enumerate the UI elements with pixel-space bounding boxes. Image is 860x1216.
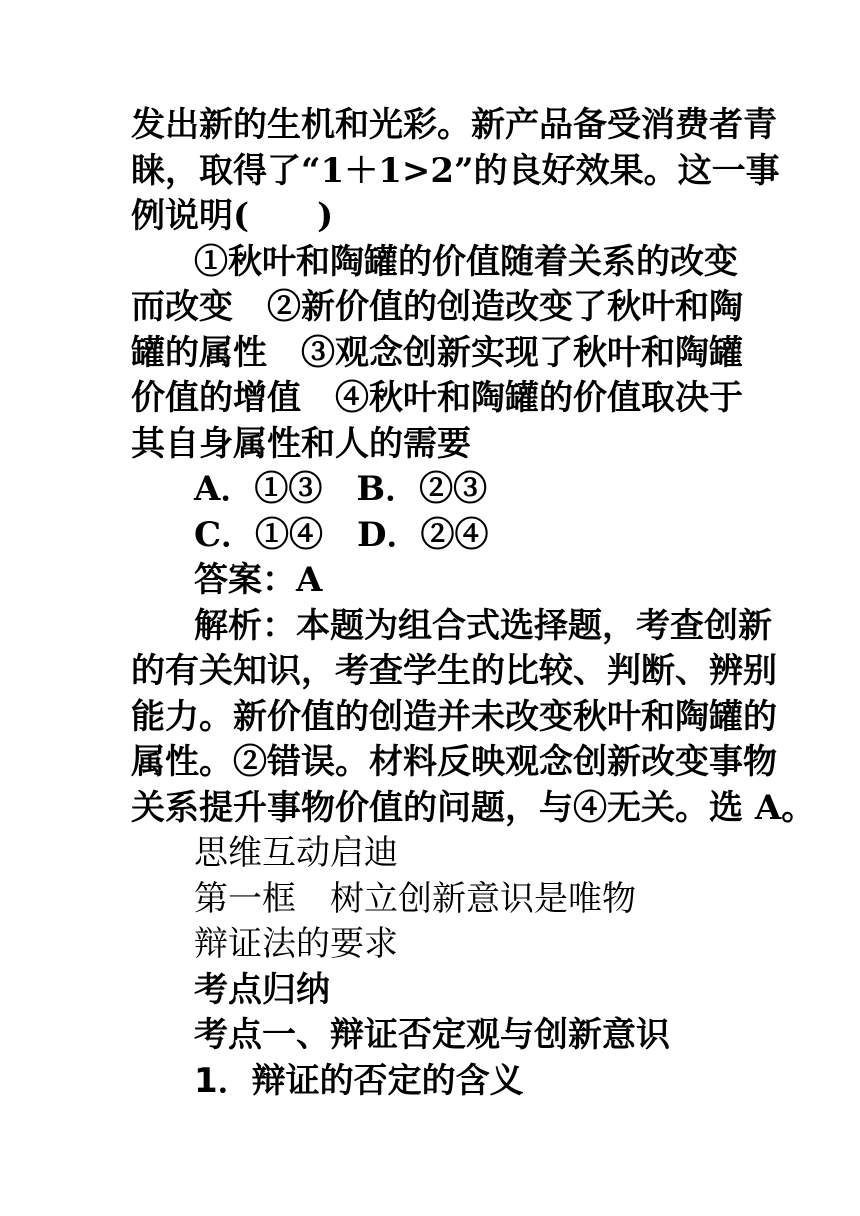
analysis-line-1: 解析：本题为组合式选择题，考查创新 [194,605,772,646]
analysis-line-2: 的有关知识，考查学生的比较、判断、辨别 [131,651,777,691]
stem-line-3: 例说明( ) [131,196,334,236]
statement-line-3: 罐的属性 ③观念创新实现了秋叶和陶罐 [131,332,743,373]
stem-line-1: 发出新的生机和光彩。新产品备受消费者青 [131,105,777,145]
section-heading-5: 考点一、辩证否定观与创新意识 [194,1015,670,1055]
section-heading-3: 辩证法的要求 [194,924,398,964]
analysis-line-5: 关系提升事物价值的问题，与④无关。选 A。 [131,787,816,828]
analysis-line-3: 能力。新价值的创造并未改变秋叶和陶罐的 [131,696,777,737]
answer-line: 答案：A [194,560,323,600]
section-heading-6: 1．辩证的否定的含义 [194,1060,524,1101]
statement-line-2: 而改变 ②新价值的创造改变了秋叶和陶 [131,287,743,327]
document-page [131,103,816,1104]
options-line-2: C．①④ D．②④ [194,514,489,555]
section-heading-4: 考点归纳 [194,969,330,1010]
stem-line-2: 睐，取得了“1＋1>2”的良好效果。这一事 [131,150,780,191]
options-line-1: A．①③ B．②③ [194,469,488,509]
statement-line-1: ①秋叶和陶罐的价值随着关系的改变 [194,241,738,282]
statement-line-4: 价值的增值 ④秋叶和陶罐的价值取决于 [131,378,743,418]
section-heading-2: 第一框 树立创新意识是唯物 [194,878,636,919]
section-heading-1: 思维互动启迪 [194,833,398,873]
statement-line-5: 其自身属性和人的需要 [131,423,471,464]
analysis-line-4: 属性。②错误。材料反映观念创新改变事物 [131,742,777,782]
